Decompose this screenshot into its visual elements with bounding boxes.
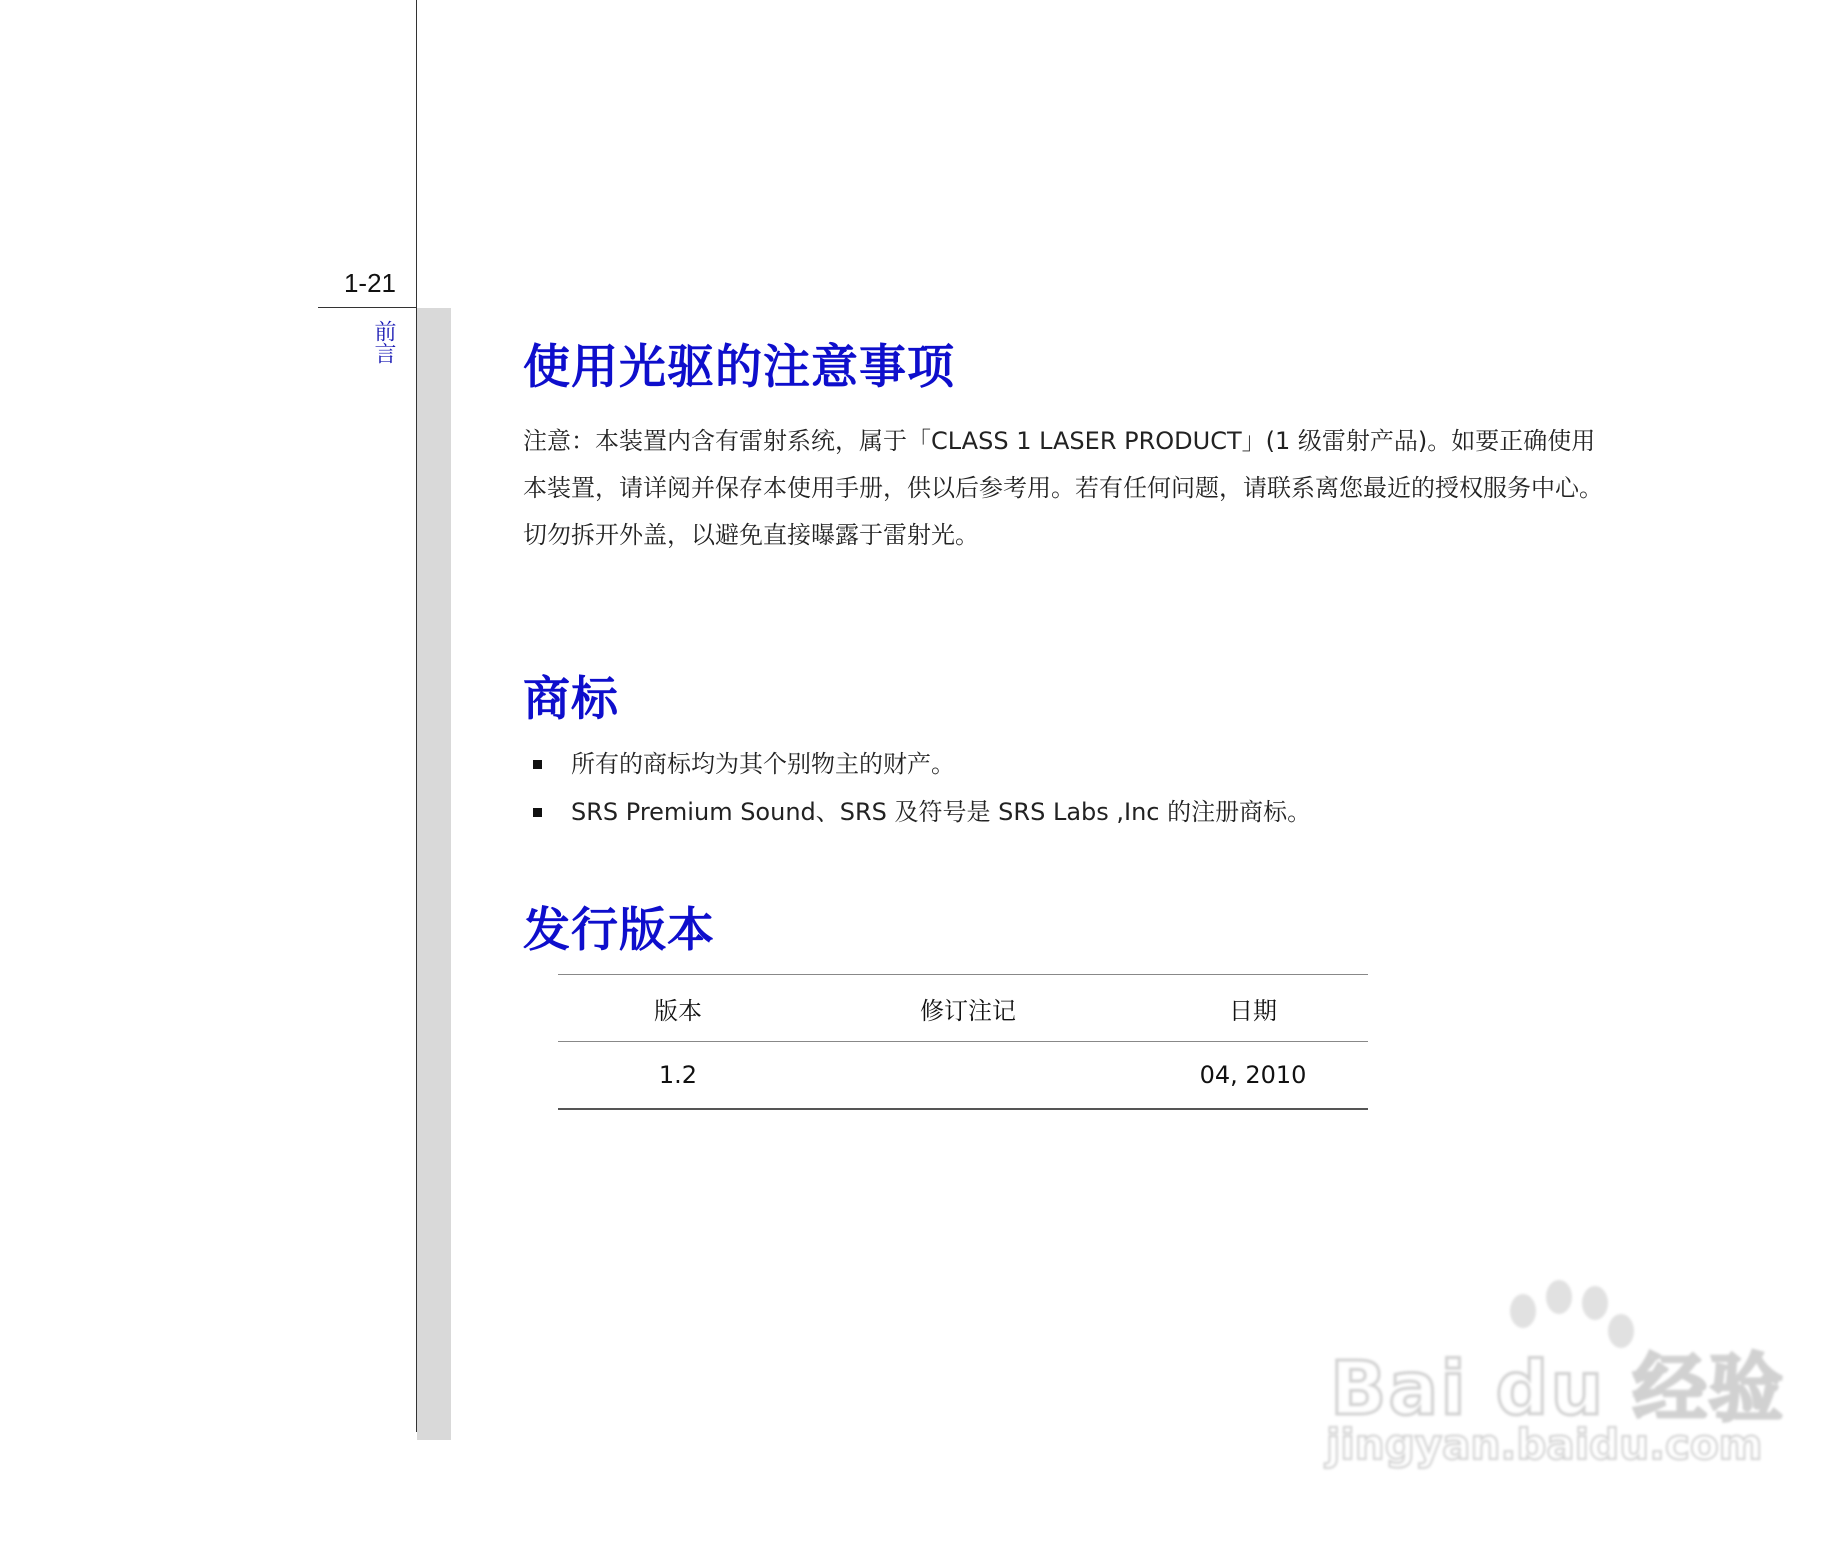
column-header-version: 版本: [558, 975, 798, 1042]
trademarks-heading: 商标: [523, 672, 619, 727]
baidu-watermark: [1320, 1280, 1785, 1480]
cell-note: [798, 1042, 1138, 1110]
table-row: [558, 1042, 1368, 1110]
notice-line: 注意：本装置内含有雷射系统，属于「CLASS 1 LASER PRODUCT」(1 级雷射产品)。如要正确使用: [523, 427, 1596, 455]
cell-date: 04, 2010: [1138, 1042, 1368, 1110]
side-gray-bar: [417, 308, 451, 1440]
optical-drive-heading: 使用光驱的注意事项: [523, 340, 955, 395]
trademarks-list: [523, 740, 1311, 836]
watermark-brand: Bai du 经验: [1330, 1346, 1785, 1432]
optical-drive-notice: [523, 418, 1693, 559]
list-item: [523, 740, 1311, 788]
page-number-underline: [318, 307, 417, 308]
revision-table: [558, 974, 1368, 1110]
cell-version: 1.2: [558, 1042, 798, 1110]
list-item-text: 所有的商标均为其个别物主的财产。: [571, 750, 955, 778]
table-header-row: [558, 975, 1368, 1042]
notice-line: 本装置，请详阅并保存本使用手册，供以后参考用。若有任何问题，请联系离您最近的授权服务中心。: [523, 474, 1603, 502]
bullet-square-icon: [533, 760, 542, 769]
column-header-note: 修订注记: [798, 975, 1138, 1042]
watermark-url: jingyan.baidu.com: [1326, 1420, 1763, 1469]
chapter-side-label: 前言: [371, 320, 396, 364]
page-number: 1-21: [343, 268, 396, 298]
list-item: [523, 788, 1311, 836]
column-header-date: 日期: [1138, 975, 1368, 1042]
bullet-square-icon: [533, 808, 542, 817]
revision-heading: 发行版本: [523, 903, 715, 958]
list-item-text: SRS Premium Sound、SRS 及符号是 SRS Labs ,Inc 的注册商标。: [571, 798, 1312, 826]
notice-line: 切勿拆开外盖，以避免直接曝露于雷射光。: [523, 521, 979, 549]
